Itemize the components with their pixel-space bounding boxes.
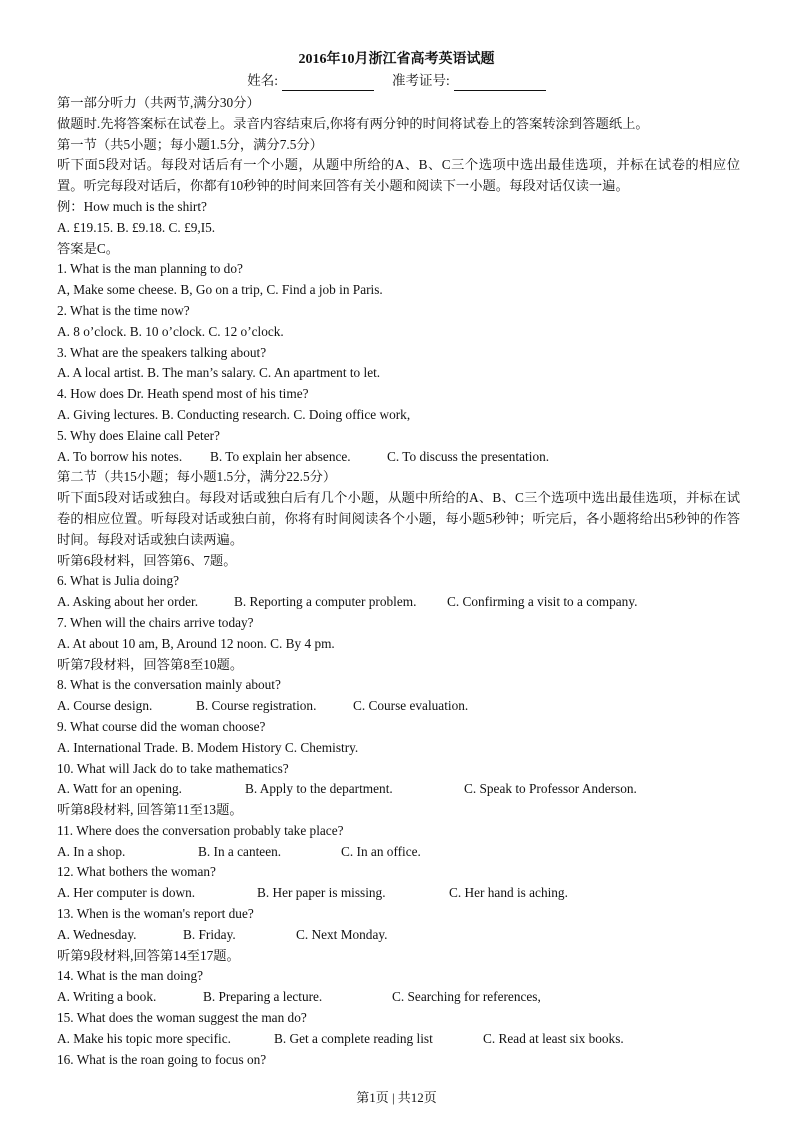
option-row [57, 779, 740, 800]
answer-option: A. Watt for an opening. [57, 781, 182, 797]
answer-option: A. Course design. [57, 698, 153, 714]
answer-option: B. Preparing a lecture. [203, 989, 323, 1005]
option-row [57, 925, 740, 946]
text-line: 听第6段材料，回答第6、7题。 [57, 552, 237, 568]
text-line: 9. What course did the woman choose? [57, 718, 266, 734]
option-row [57, 592, 740, 613]
text-line: 7. When will the chairs arrive today? [57, 614, 254, 630]
answer-option: A. To borrow his notes. [57, 448, 183, 464]
text-line: 听第8段材料, 回答第11至13题。 [57, 802, 243, 818]
option-row [57, 696, 740, 717]
id-label: 准考证号: [392, 73, 450, 88]
text-line: 12. What bothers the woman? [57, 864, 216, 880]
text-line: 第二节（共15小题；每小题1.5分，满分22.5分） [57, 469, 337, 485]
answer-option: B. Friday. [183, 926, 236, 942]
answer-option: A. Wednesday. [57, 926, 137, 942]
text-line: 13. When is the woman's report due? [57, 906, 254, 922]
option-row [57, 883, 740, 904]
page-footer: 第1页 | 共12页 [356, 1090, 437, 1105]
id-blank[interactable] [454, 76, 546, 91]
answer-option: A. In a shop. [57, 843, 126, 859]
text-line: 4. How does Dr. Heath spend most of his time? [57, 386, 309, 402]
answer-option: C. In an office. [341, 843, 421, 859]
option-row [57, 987, 740, 1008]
answer-option: C. Speak to Professor Anderson. [464, 781, 637, 797]
answer-option: B. Course registration. [196, 698, 317, 714]
text-line: A. Giving lectures. B. Conducting research. C. Doing office work, [57, 406, 411, 422]
text-line: 第一部分听力（共两节,满分30分） [57, 95, 260, 110]
text-line: 2. What is the time now? [57, 302, 190, 318]
option-row [57, 842, 740, 863]
text-line: A. At about 10 am, B, Around 12 noon. C. By 4 pm. [57, 635, 335, 651]
answer-option: B. In a canteen. [198, 843, 282, 859]
answer-option: A. Writing a book. [57, 989, 157, 1005]
text-line: 答案是C。 [57, 240, 120, 256]
answer-option: C. Confirming a visit to a company. [447, 594, 638, 610]
candidate-info-line [0, 71, 793, 91]
instruction-paragraph: 听下面5段对话或独白。每段对话或独白后有几个小题，从题中所给的A、B、C三个选项中选出最佳选项，并标在试卷的相应位置。听每段对话或独白前，你将有时间阅读各个小题，每小题5秒钟；听完后，各小题将给出5秒钟的作答时间。每段对话或独白读两遍。 [57, 490, 740, 547]
name-label: 姓名: [247, 73, 278, 88]
text-line: 听第7段材料，回答第8至10题。 [57, 656, 244, 672]
answer-option: C. Read at least six books. [483, 1030, 624, 1046]
exam-title: 2016年10月浙江省高考英语试题 [298, 52, 495, 67]
text-line: 16. What is the roan going to focus on? [57, 1051, 267, 1067]
text-line: 5. Why does Elaine call Peter? [57, 427, 220, 443]
text-line: A. 8 o’clock. B. 10 o’clock. C. 12 o’clock. [57, 323, 284, 339]
text-line: A. A local artist. B. The man’s salary. C. An apartment to let. [57, 365, 381, 381]
answer-option: C. Next Monday. [296, 926, 388, 942]
answer-option: B. Reporting a computer problem. [234, 594, 417, 610]
text-line: 例：How much is the shirt? [57, 198, 207, 214]
answer-option: B. Apply to the department. [245, 781, 393, 797]
answer-option: A. Make his topic more specific. [57, 1030, 231, 1046]
text-line: 15. What does the woman suggest the man do? [57, 1010, 307, 1026]
answer-option: B. Get a complete reading list [274, 1030, 433, 1046]
answer-option: B. Her paper is missing. [257, 885, 386, 901]
answer-option: C. To discuss the presentation. [387, 448, 550, 464]
text-line: 6. What is Julia doing? [57, 573, 179, 589]
text-line: 11. Where does the conversation probably take place? [57, 822, 344, 838]
instruction-paragraph: 听下面5段对话。每段对话后有一个小题，从题中所给的A、B、C三个选项中选出最佳选项，并标在试卷的相应位置。听完每段对话后，你都有10秒钟的时间来回答有关小题和阅读下一小题。每段对话仅读一遍。 [57, 157, 740, 194]
exam-content [57, 93, 740, 1070]
text-line: 第一节（共5小题；每小题1.5分，满分7.5分） [57, 136, 323, 152]
text-line: 1. What is the man planning to do? [57, 261, 243, 277]
text-line: A. International Trade. B. Modem History C. Chemistry. [57, 739, 359, 755]
option-row [57, 1029, 740, 1050]
text-line: A, Make some cheese. B, Go on a trip, C. Find a job in Paris. [57, 282, 383, 298]
text-line: A. £19.15. B. £9.18. C. £9,I5. [57, 219, 216, 235]
answer-option: A. Asking about her order. [57, 594, 199, 610]
name-blank[interactable] [282, 76, 374, 91]
text-line: 10. What will Jack do to take mathematics? [57, 760, 289, 776]
text-line: 3. What are the speakers talking about? [57, 344, 267, 360]
answer-option: C. Searching for references, [392, 989, 541, 1005]
text-line: 听第9段材料,回答第14至17题。 [57, 947, 240, 963]
answer-option: A. Her computer is down. [57, 885, 196, 901]
text-line: 14. What is the man doing? [57, 968, 203, 984]
answer-option: C. Her hand is aching. [449, 885, 568, 901]
text-line: 做题时.先将答案标在试卷上。录音内容结束后,你将有两分钟的时间将试卷上的答案转涂到答题纸上。 [57, 115, 649, 131]
text-line: 8. What is the conversation mainly about? [57, 677, 281, 693]
answer-option: C. Course evaluation. [353, 698, 469, 714]
option-row [57, 447, 740, 468]
answer-option: B. To explain her absence. [210, 448, 351, 464]
